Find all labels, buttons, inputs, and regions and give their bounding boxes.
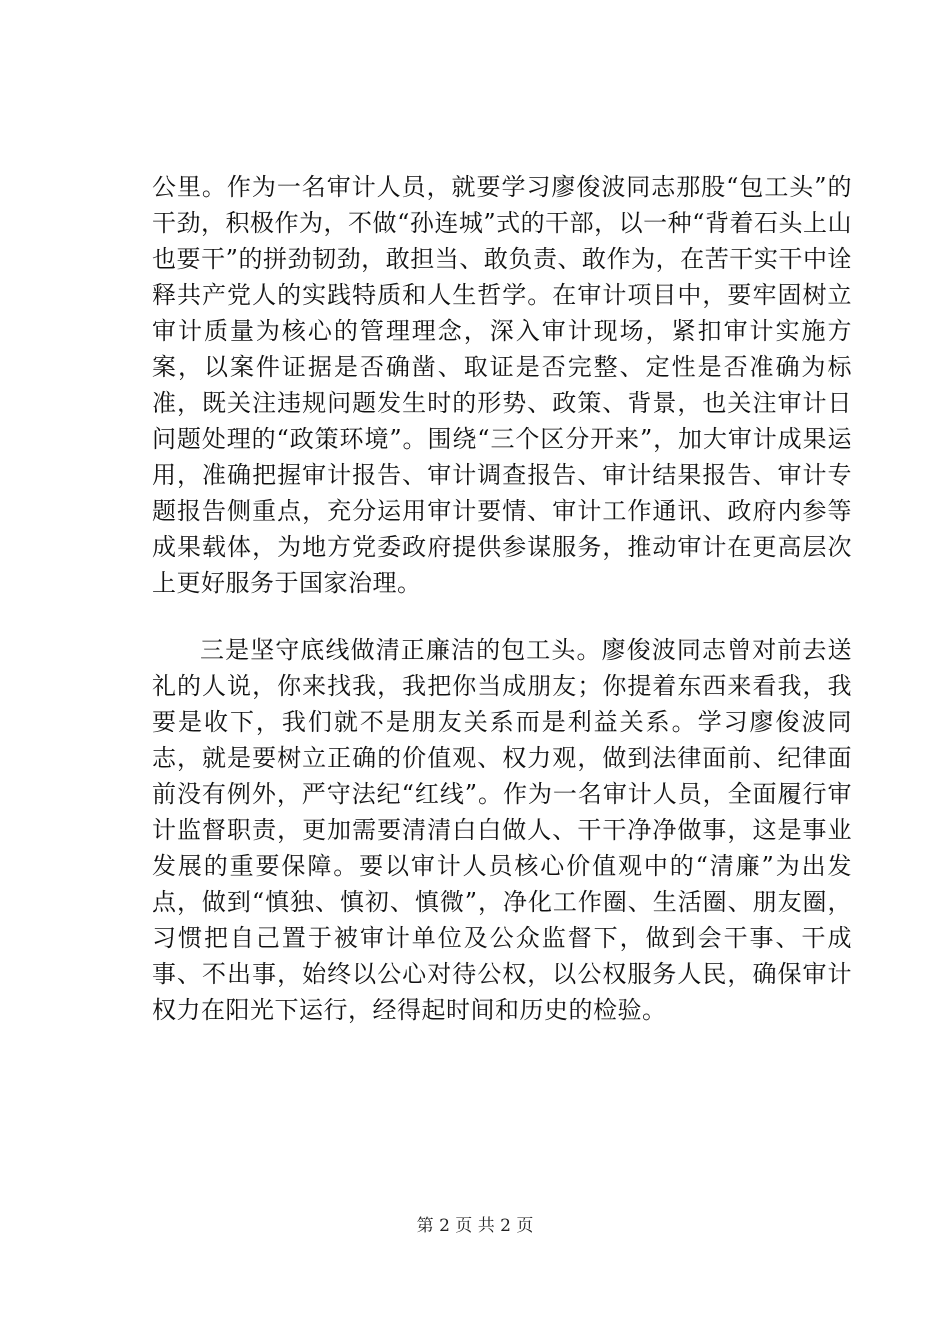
page-number-footer: 第 2 页 共 2 页: [416, 1216, 534, 1236]
paragraph-integrity: 三是坚守底线做清正廉洁的包工头。廖俊波同志曾对前去送礼的人说，你来找我，我把你当成朋友；你提着东西来看我，我要是收下，我们就不是朋友关系而是利益关系。学习廖俊波同志，就是要树立正确的价值观、权力观，做到法律面前、纪律面前没有例外，严守法纪“红线”。作为一名审计人员，全面履行审计监督职责，更加需要清清白白做人、干干净净做事，这是事业发展的重要保障。要以审计人员核心价值观中的“清廉”为出发点，做到“慎独、慎初、慎微”，净化工作圈、生活圈、朋友圈，习惯把自己置于被审计单位及公众监督下，做到会干事、干成事、不出事，始终以公心对待公权，以公权服务人民，确保审计权力在阳光下运行，经得起时间和历史的检验。: [152, 636, 852, 1024]
paragraph-spacer: [152, 601, 852, 632]
paragraph-continuation: 公里。作为一名审计人员，就要学习廖俊波同志那股“包工头”的干劲，积极作为，不做“孙连城”式的干部，以一种“背着石头上山也要干”的拼劲韧劲，敢担当、敢负责、敢作为，在苦干实干中诠释共产党人的实践特质和人生哲学。在审计项目中，要牢固树立审计质量为核心的管理理念，深入审计现场，紧扣审计实施方案，以案件证据是否确凿、取证是否完整、定性是否准确为标准，既关注违规问题发生时的形势、政策、背景，也关注审计日问题处理的“政策环境”。围绕“三个区分开来”，加大审计成果运用，准确把握审计报告、审计调查报告、审计结果报告、审计专题报告侧重点，充分运用审计要情、审计工作通讯、政府内参等成果载体，为地方党委政府提供参谋服务，推动审计在更高层次上更好服务于国家治理。: [152, 173, 852, 597]
document-body: [152, 169, 852, 1028]
